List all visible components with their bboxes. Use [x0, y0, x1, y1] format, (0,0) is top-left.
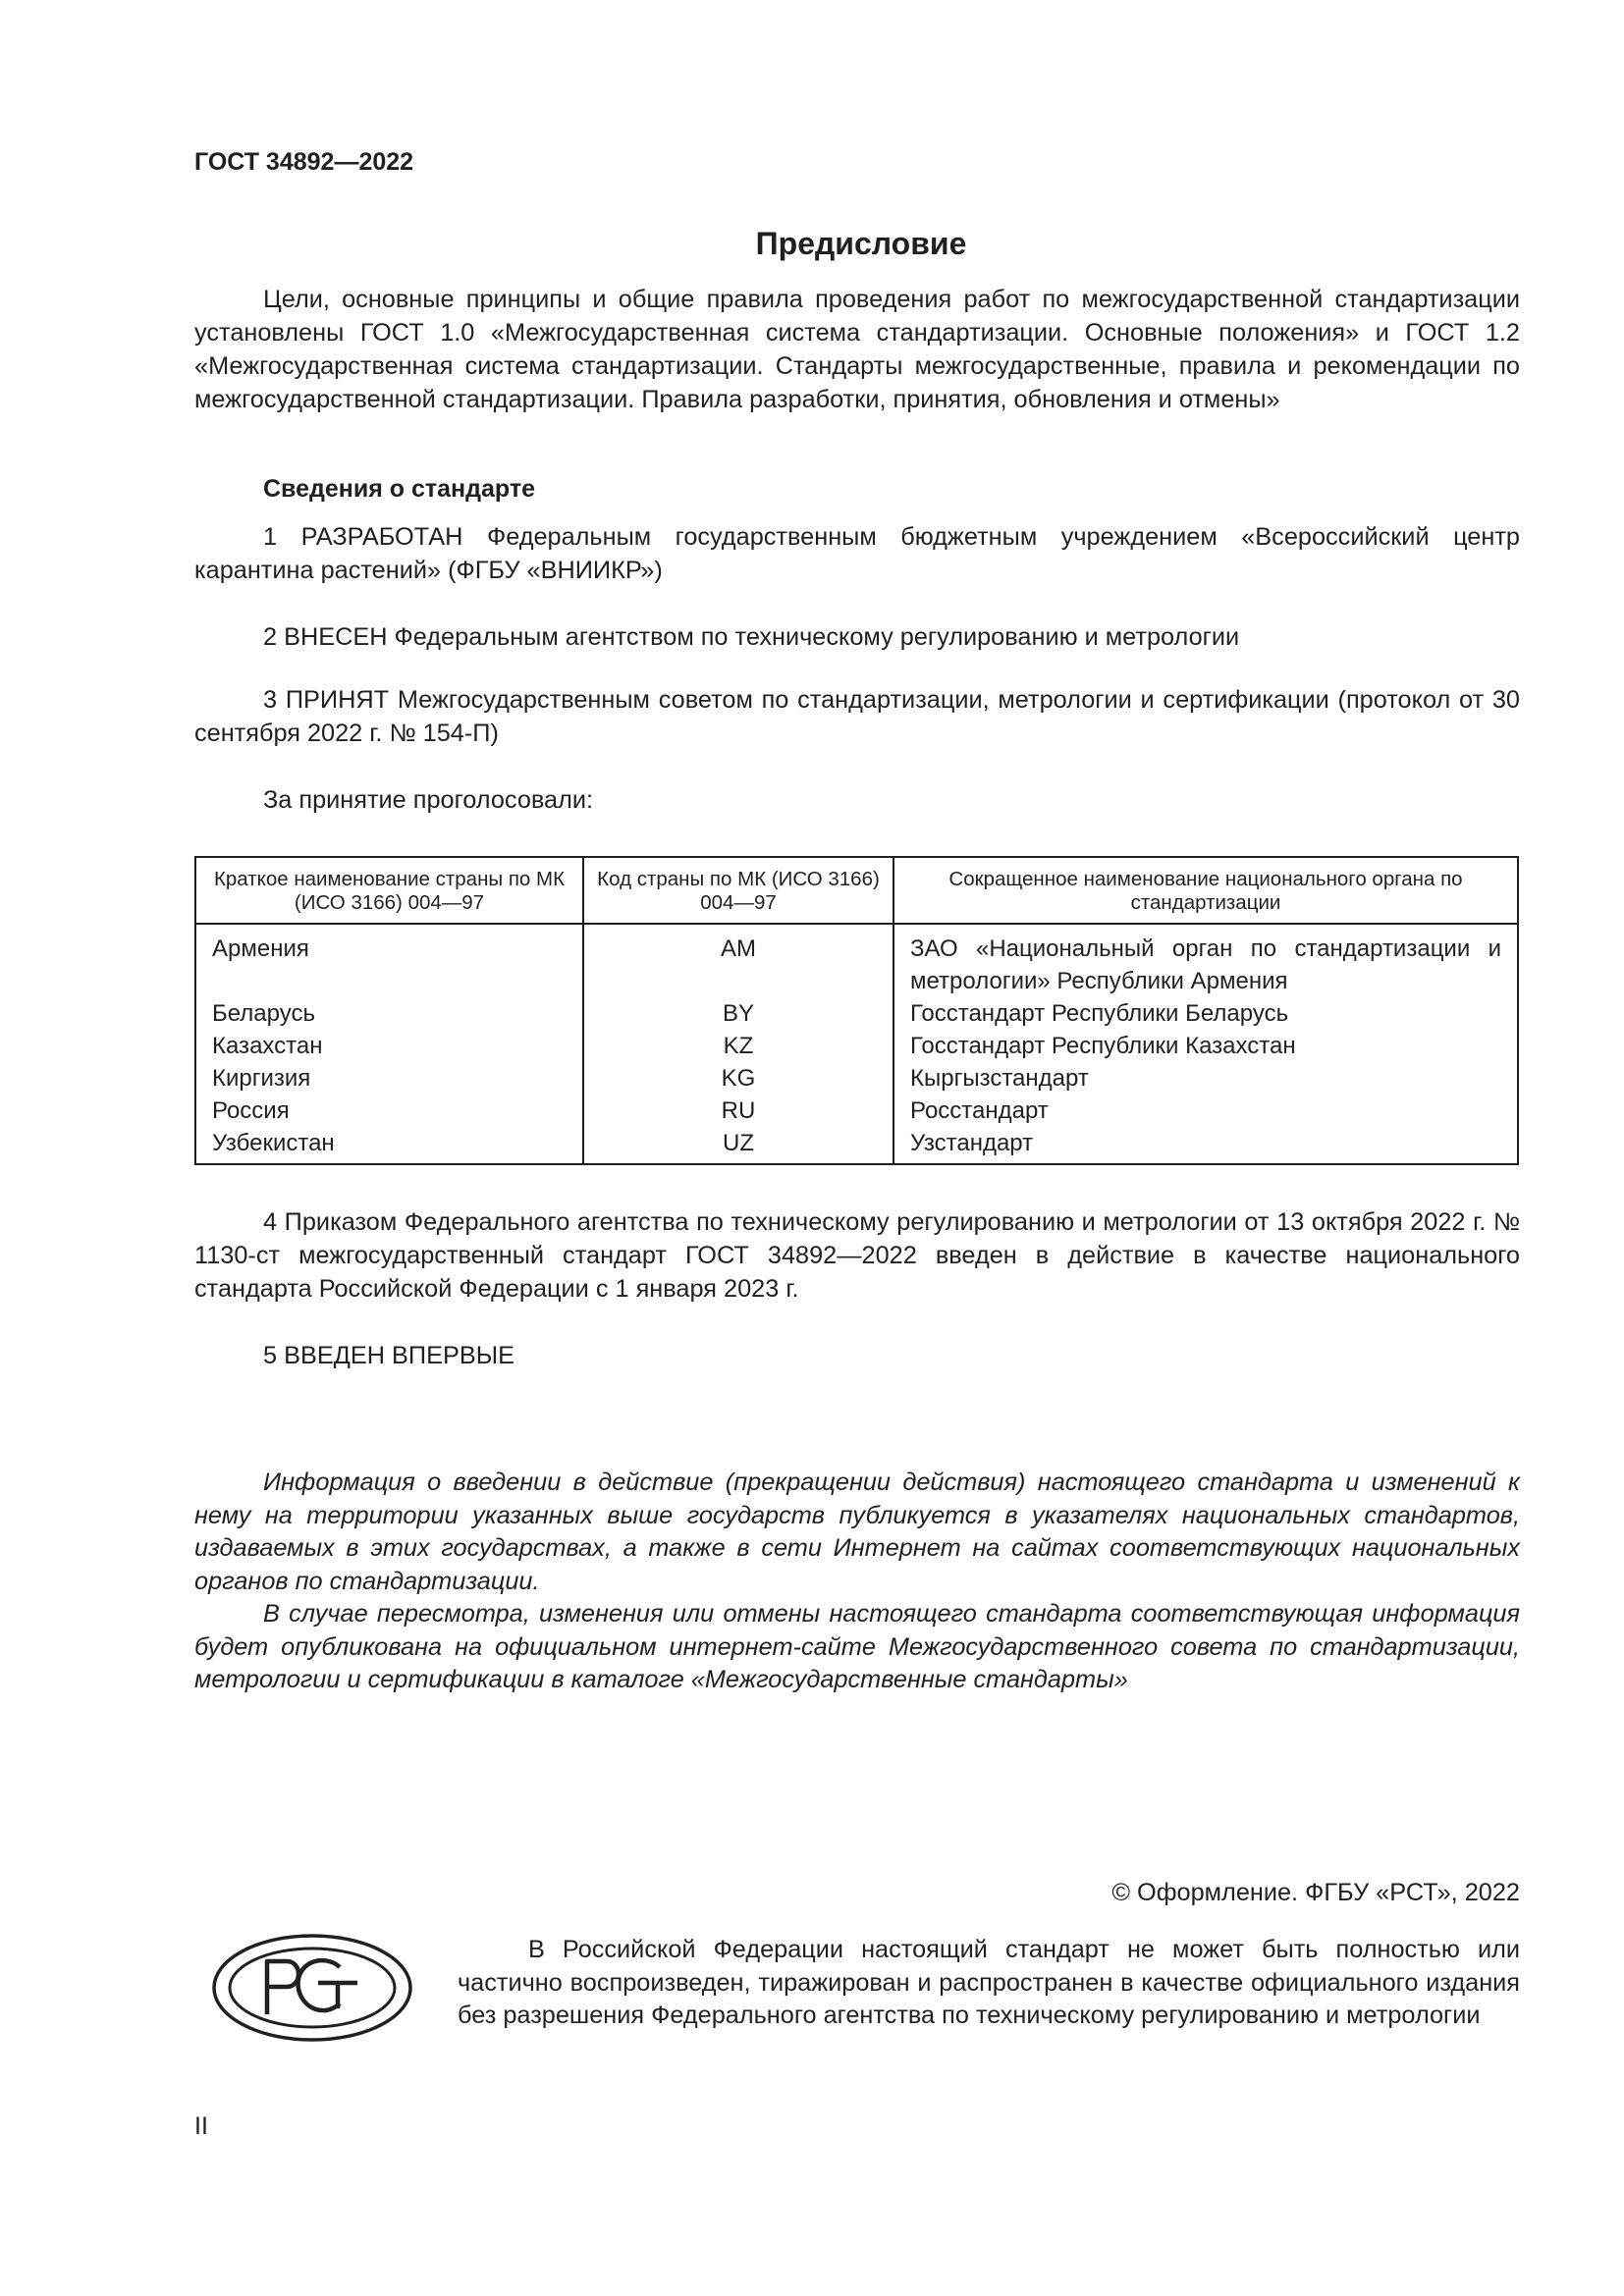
document-code: ГОСТ 34892—2022	[194, 148, 414, 176]
item-enacted	[194, 1205, 1520, 1306]
item-enacted-text: 4 Приказом Федерального агентства по техническому регулированию и метрологии от 13 октября 2022 г. № 1130-ст межгосударственный стандарт ГОСТ 34892—2022 введен в действие в качестве национального стандарта Российской Федерации с 1 января 2023 г.	[194, 1208, 1520, 1303]
voting-countries-table	[194, 856, 1519, 1165]
table-row	[195, 997, 1518, 1030]
code-cell: KZ	[583, 1030, 893, 1062]
code-cell: BY	[583, 997, 893, 1030]
code-cell: UZ	[583, 1127, 893, 1164]
preface-intro	[194, 283, 1520, 416]
table-row	[195, 1030, 1518, 1062]
body-cell: Госстандарт Республики Беларусь	[893, 997, 1518, 1030]
info-note-text-1: Информация о введении в действие (прекращении действия) настоящего стандарта и изменений к нему на территории указанных выше государств публикуется в указателях национальных стандартов, издаваемых в этих государствах, а также в сети Интернет на сайтах соответствующих национальных органов по стандартизации.	[194, 1468, 1520, 1595]
table-row	[195, 1095, 1518, 1127]
item-developed-text: 1 РАЗРАБОТАН Федеральным государственным бюджетным учреждением «Всероссийский центр карантина растений» (ФГБУ «ВНИИКР»)	[194, 523, 1520, 584]
code-cell: KG	[583, 1062, 893, 1095]
item-adopted-text: 3 ПРИНЯТ Межгосударственным советом по стандартизации, метрологии и сертификации (протокол от 30 сентября 2022 г. № 154-П)	[194, 686, 1520, 747]
table-row	[195, 924, 1518, 997]
preface-title: Предисловие	[755, 226, 967, 261]
info-note-paragraph-1	[194, 1467, 1520, 1598]
code-cell: RU	[583, 1095, 893, 1127]
body-cell: Кыргызстандарт	[893, 1062, 1518, 1095]
country-cell: Узбекистан	[212, 1130, 335, 1156]
country-cell: Казахстан	[212, 1033, 323, 1059]
standard-info-heading: Сведения о стандарте	[263, 475, 536, 503]
info-note-text-2: В случае пересмотра, изменения или отмены настоящего стандарта соответствующая информация будет опубликована на официальном интернет-сайте Межгосударственного совета по стандартизации, метрологии и сертификации в каталоге «Межгосударственные стандарты»	[194, 1600, 1520, 1694]
reproduction-notice-text: В Российской Федерации настоящий стандарт не может быть полностью или частично воспроизведен, тиражирован и распространен в качестве официального издания без разрешения Федерального агентства по техническому регулированию и метрологии	[458, 1936, 1520, 2029]
table-header-row	[195, 857, 1518, 924]
country-cell: Киргизия	[212, 1065, 311, 1092]
table-row	[195, 1127, 1518, 1164]
column-header-country: Краткое наименование страны по МК (ИСО 3166) 004—97	[195, 857, 583, 924]
voted-label: За принятие проголосовали:	[263, 786, 594, 814]
country-cell: Беларусь	[212, 1000, 315, 1027]
page-number: II	[194, 2112, 208, 2140]
copyright-line: © Оформление. ФГБУ «РСТ», 2022	[1111, 1879, 1520, 1906]
body-cell: Росстандарт	[893, 1095, 1518, 1127]
table-row	[195, 1062, 1518, 1095]
preface-intro-text: Цели, основные принципы и общие правила проведения работ по межгосударственной стандартизации установлены ГОСТ 1.0 «Межгосударственная система стандартизации. Основные положения» и ГОСТ 1.2 «Межгосударственная система стандартизации. Стандарты межгосударственные, правила и рекомендации по межгосударственной стандартизации. Правила разработки, принятия, обновления и отмены»	[194, 286, 1520, 413]
country-cell: Армения	[212, 935, 309, 962]
body-cell: Госстандарт Республики Казахстан	[893, 1030, 1518, 1062]
body-cell: Узстандарт	[893, 1127, 1518, 1164]
code-cell: AM	[583, 924, 893, 997]
item-submitted: 2 ВНЕСЕН Федеральным агентством по техническому регулированию и метрологии	[263, 623, 1240, 651]
item-developed	[194, 520, 1520, 587]
reproduction-notice	[458, 1934, 1520, 2033]
item-first-introduced: 5 ВВЕДЕН ВПЕРВЫЕ	[263, 1342, 514, 1369]
info-note-paragraph-2	[194, 1598, 1520, 1697]
column-header-code: Код страны по МК (ИСО 3166) 004—97	[583, 857, 893, 924]
column-header-body: Сокращенное наименование национального органа по стандартизации	[893, 857, 1518, 924]
country-cell: Россия	[212, 1097, 290, 1124]
pct-certification-logo-icon	[210, 1932, 414, 2049]
body-cell: ЗАО «Национальный орган по стандартизации и метрологии» Республики Армения	[893, 924, 1518, 997]
item-adopted	[194, 683, 1520, 750]
